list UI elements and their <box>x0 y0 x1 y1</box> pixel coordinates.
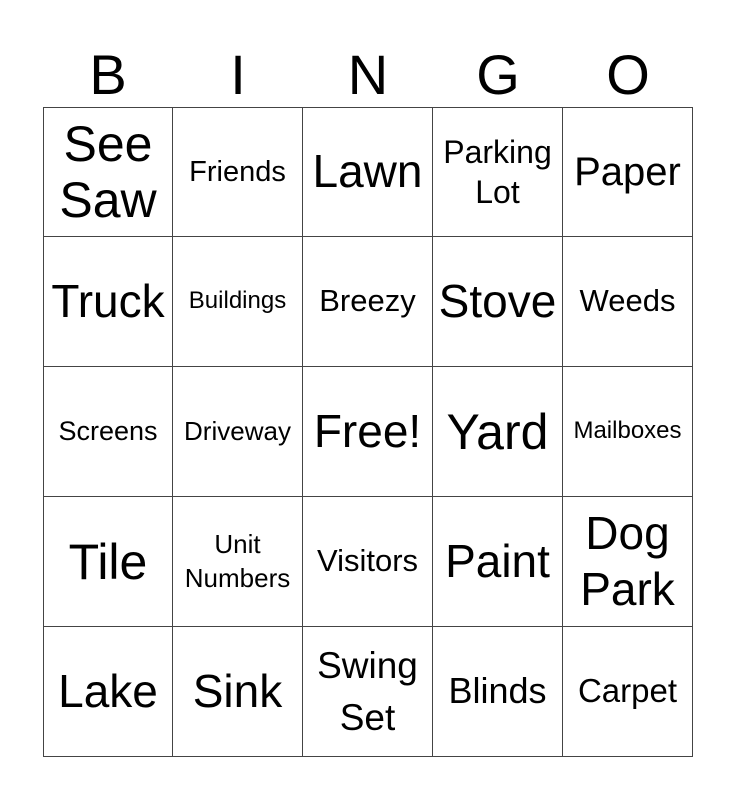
bingo-cell-truck <box>43 237 173 367</box>
bingo-header <box>43 42 693 108</box>
bingo-cell-paper <box>563 107 693 237</box>
header-letter-o: O <box>606 43 650 106</box>
bingo-cell-unit-numbers <box>173 497 303 627</box>
cell-label: Blinds <box>448 670 547 712</box>
header-letter-b: B <box>89 43 127 106</box>
bingo-cell-yard <box>433 367 563 497</box>
cell-label: Visitors <box>316 543 419 579</box>
cell-label: Sink <box>192 664 283 717</box>
cell-label: Truck <box>51 274 165 327</box>
bingo-cell-carpet <box>563 627 693 757</box>
bingo-board <box>43 107 693 757</box>
cell-label: Parking Lot <box>443 134 552 210</box>
bingo-cell-buildings <box>173 237 303 367</box>
bingo-cell-tile <box>43 497 173 627</box>
cell-label: Carpet <box>577 672 678 710</box>
header-letter-g: G <box>476 43 520 106</box>
bingo-cell-blinds <box>433 627 563 757</box>
header-letter-n: N <box>347 43 389 106</box>
bingo-cell-driveway <box>173 367 303 497</box>
cell-label: Buildings <box>188 287 287 315</box>
bingo-cell-breezy <box>303 237 433 367</box>
cell-label: Yard <box>446 403 549 460</box>
bingo-cell-parking-lot <box>433 107 563 237</box>
cell-label: Weeds <box>579 283 676 319</box>
bingo-cell-screens <box>43 367 173 497</box>
cell-label: See Saw <box>59 116 157 228</box>
cell-label: Driveway <box>184 415 291 446</box>
cell-label: Screens <box>58 416 158 447</box>
bingo-cell-visitors <box>303 497 433 627</box>
bingo-cell-stove <box>433 237 563 367</box>
cell-label: Friends <box>189 155 286 188</box>
cell-label: Lawn <box>312 145 423 198</box>
cell-label: Breezy <box>319 283 416 319</box>
bingo-cell-sink <box>173 627 303 757</box>
bingo-cell-weeds <box>563 237 693 367</box>
bingo-cell-friends <box>173 107 303 237</box>
bingo-cell-free <box>303 367 433 497</box>
cell-label: Paint <box>445 534 550 587</box>
header-letter-i: I <box>230 43 246 106</box>
cell-label: Lake <box>58 664 158 717</box>
cell-label: Dog Park <box>580 507 675 615</box>
bingo-cell-swing-set <box>303 627 433 757</box>
cell-label: Swing Set <box>317 644 418 738</box>
cell-label: Stove <box>438 274 557 327</box>
bingo-cell-see-saw <box>43 107 173 237</box>
cell-label: Tile <box>68 533 148 590</box>
bingo-cell-dog-park <box>563 497 693 627</box>
cell-label: Paper <box>574 149 681 194</box>
bingo-cell-lake <box>43 627 173 757</box>
bingo-cell-lawn <box>303 107 433 237</box>
cell-label: Unit Numbers <box>184 528 291 593</box>
bingo-cell-mailboxes <box>563 367 693 497</box>
cell-label: Mailboxes <box>573 417 682 445</box>
cell-label: Free! <box>313 404 422 457</box>
bingo-cell-paint <box>433 497 563 627</box>
